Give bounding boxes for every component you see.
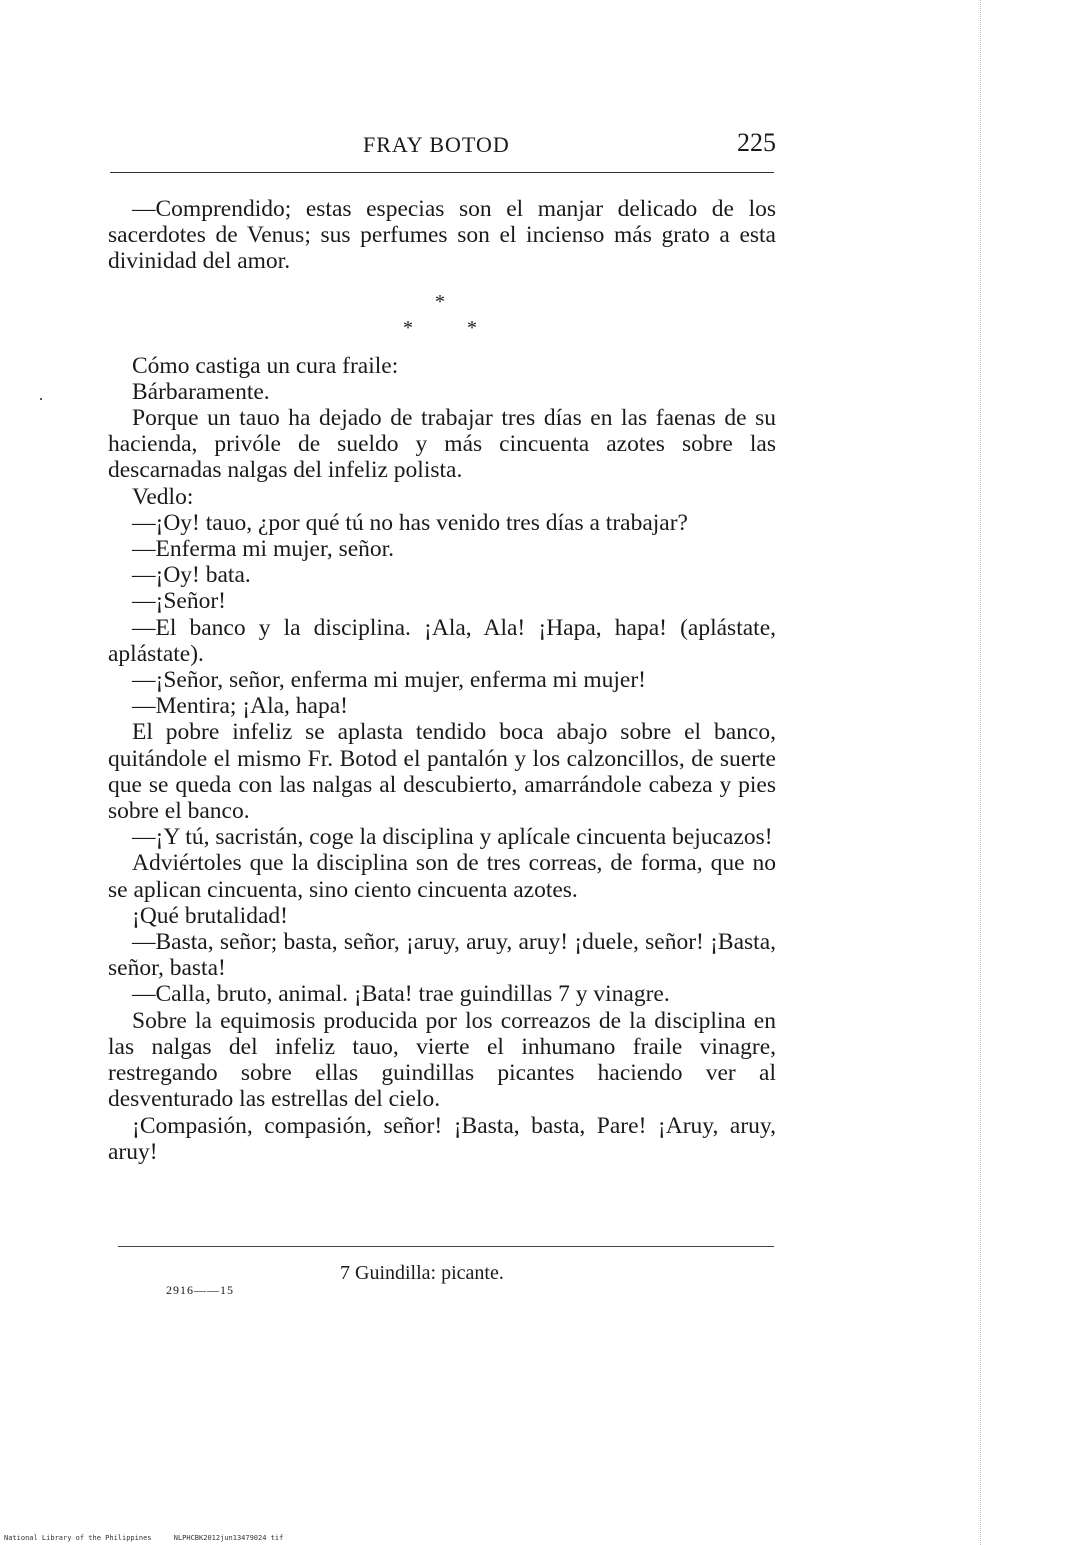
dialogue-line: —¡Oy! bata. [132,562,251,589]
scan-edge-dots [980,0,981,1545]
paragraph: Vedlo: [132,483,194,510]
page-number: 225 [737,128,776,157]
body-text [108,196,776,1165]
asterisk: * [403,316,413,339]
scan-footer-source: National Library of the Philippines [4,1534,152,1542]
dialogue-line: —El banco y la disciplina. ¡Ala, Ala! ¡Hapa, hapa! (aplástate, aplástate). [108,614,776,667]
scan-speck [40,398,42,400]
paragraph: —Comprendido; estas especias son el manjar delicado de los sacerdotes de Venus; sus perfumes son el incienso más grato a esta divinidad del amor. [108,196,776,275]
footnote-rule [118,1246,774,1247]
dialogue-line: —Enferma mi mujer, señor. [132,536,395,563]
dialogue-line: —¡Señor! [132,588,226,615]
page-header [108,128,776,168]
dialogue-line: —¡Señor, señor, enferma mi mujer, enferma mi mujer! [132,667,646,694]
header-rule [110,172,774,173]
dialogue-line: —Calla, bruto, animal. ¡Bata! trae guindillas 7 y vinagre. [132,981,670,1008]
asterism [108,275,776,353]
dialogue-line: —¡Y tú, sacristán, coge la disciplina y aplícale cincuenta bejucazos! [132,824,773,851]
footnote: 7 Guindilla: picante. [340,1262,504,1284]
paragraph: El pobre infeliz se aplasta tendido boca abajo sobre el banco, quitándole el mismo Fr. Botod el pantalón y los calzoncillos, de suerte que se queda con las nalgas al descubierto, amarrándole cabeza y pies sobre el banco. [108,719,776,825]
dialogue-line: —Mentira; ¡Ala, hapa! [132,693,348,720]
running-title: FRAY BOTOD [363,132,510,157]
paragraph: Bárbaramente. [132,378,270,405]
scan-footer-file: NLPHCBK2012jun13479024 tif [173,1534,284,1542]
paragraph: Adviértoles que la disciplina son de tres correas, de forma, que no se aplican cincuenta, sino ciento cincuenta azotes. [108,850,776,903]
paragraph: ¡Compasión, compasión, señor! ¡Basta, basta, Pare! ¡Aruy, aruy, aruy! [108,1112,776,1165]
printer-mark: 2916——15 [166,1283,234,1297]
asterisk: * [435,290,445,313]
dialogue-line: —Basta, señor; basta, señor, ¡aruy, aruy, aruy! ¡duele, señor! ¡Basta, señor, basta! [108,929,776,982]
paragraph: Cómo castiga un cura fraile: [132,352,399,379]
asterisk: * [467,316,477,339]
paragraph: Porque un tauo ha dejado de trabajar tres días en las faenas de su hacienda, privóle de sueldo y más cincuenta azotes sobre las descarnadas nalgas del infeliz polista. [108,405,776,484]
paragraph: Sobre la equimosis producida por los correazos de la disciplina en las nalgas del infeliz tauo, vierte el inhumano fraile vinagre, restregando sobre ellas guindillas picantes haciendo ver al desventurado las estrellas del cielo. [108,1007,776,1113]
scan-footer [4,1534,283,1542]
dialogue-line: —¡Oy! tauo, ¿por qué tú no has venido tres días a trabajar? [132,509,688,536]
paragraph: ¡Qué brutalidad! [132,902,288,929]
